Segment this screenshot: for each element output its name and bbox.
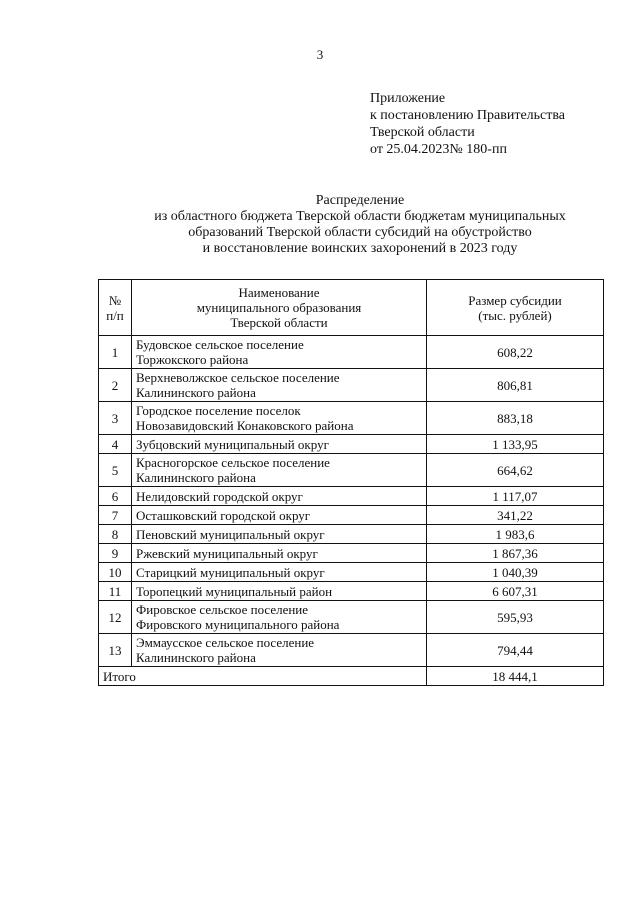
- row-number: 1: [99, 336, 132, 369]
- row-number: 6: [99, 487, 132, 506]
- appendix-line: к постановлению Правительства: [370, 108, 566, 123]
- appendix-block: [370, 90, 565, 158]
- header-num-cell: [99, 280, 132, 336]
- row-municipality: [132, 336, 427, 369]
- municipality-name-line: Калининского района: [136, 650, 256, 665]
- header-num-line: п/п: [106, 307, 124, 323]
- row-subsidy-amount: 608,22: [427, 336, 604, 369]
- appendix-line: от 25.04.2023№ 180-пп: [370, 142, 507, 157]
- row-municipality: [132, 601, 427, 634]
- heading-line: из областного бюджета Тверской области бюджетам муниципальных: [154, 209, 566, 224]
- row-municipality: [132, 544, 427, 563]
- table-row: [99, 506, 604, 525]
- header-name-line: Тверской области: [230, 315, 328, 330]
- header-amount-line: (тыс. рублей): [478, 307, 552, 323]
- row-subsidy-amount: 794,44: [427, 634, 604, 667]
- row-subsidy-amount: 6 607,31: [427, 582, 604, 601]
- row-municipality: [132, 525, 427, 544]
- row-municipality: [132, 634, 427, 667]
- total-row: [99, 667, 604, 686]
- row-subsidy-amount: 1 133,95: [427, 435, 604, 454]
- municipality-name-line: Фировское сельское поселение: [136, 602, 309, 617]
- row-number: 13: [99, 634, 132, 667]
- municipality-name-line: Калининского района: [136, 385, 256, 400]
- municipality-name-line: Верхневолжское сельское поселение: [136, 370, 340, 385]
- row-municipality: [132, 563, 427, 582]
- municipality-name-line: Ржевский муниципальный округ: [136, 545, 318, 561]
- row-subsidy-amount: 883,18: [427, 402, 604, 435]
- row-subsidy-amount: 806,81: [427, 369, 604, 402]
- row-number: 12: [99, 601, 132, 634]
- row-municipality: [132, 487, 427, 506]
- municipality-name-line: Красногорское сельское поселение: [136, 455, 330, 470]
- header-name-line: муниципального образования: [196, 300, 362, 315]
- municipality-name-line: Калининского района: [136, 470, 256, 485]
- municipality-name-line: Эммаусское сельское поселение: [136, 635, 315, 650]
- row-subsidy-amount: 1 983,6: [427, 525, 604, 544]
- municipality-name-line: Торжокского района: [136, 352, 249, 367]
- row-subsidy-amount: 341,22: [427, 506, 604, 525]
- heading-line: и восстановление воинских захоронений в 2023 году: [202, 241, 518, 256]
- table-footer: [99, 667, 604, 686]
- heading-line: образований Тверской области субсидий на обустройство: [188, 225, 532, 240]
- table-row: [99, 487, 604, 506]
- total-amount: 18 444,1: [427, 667, 604, 686]
- row-subsidy-amount: 1 040,39: [427, 563, 604, 582]
- row-number: 2: [99, 369, 132, 402]
- row-number: 8: [99, 525, 132, 544]
- row-number: 5: [99, 454, 132, 487]
- row-municipality: [132, 582, 427, 601]
- row-municipality: [132, 454, 427, 487]
- table-header: [99, 280, 604, 336]
- table-row: [99, 582, 604, 601]
- municipality-name-line: Будовское сельское поселение: [136, 337, 304, 352]
- table-row: [99, 369, 604, 402]
- header-amount-line: Размер субсидии: [468, 292, 562, 308]
- table-row: [99, 525, 604, 544]
- table-row: [99, 402, 604, 435]
- table-row: [99, 601, 604, 634]
- table-row: [99, 336, 604, 369]
- municipality-name-line: Пеновский муниципальный округ: [136, 526, 325, 542]
- row-number: 11: [99, 582, 132, 601]
- heading-line: Распределение: [315, 193, 405, 208]
- document-heading: [80, 193, 640, 257]
- header-name-cell: [132, 280, 427, 336]
- row-subsidy-amount: 664,62: [427, 454, 604, 487]
- row-subsidy-amount: 1 867,36: [427, 544, 604, 563]
- table-body: [99, 336, 604, 667]
- row-number: 9: [99, 544, 132, 563]
- row-number: 3: [99, 402, 132, 435]
- row-municipality: [132, 435, 427, 454]
- table-row: [99, 563, 604, 582]
- total-label: Итого: [99, 667, 427, 686]
- table-row: [99, 634, 604, 667]
- municipality-name-line: Торопецкий муниципальный район: [136, 583, 333, 599]
- row-number: 7: [99, 506, 132, 525]
- table-row: [99, 544, 604, 563]
- row-subsidy-amount: 1 117,07: [427, 487, 604, 506]
- municipality-name-line: Старицкий муниципальный округ: [136, 564, 325, 580]
- row-municipality: [132, 369, 427, 402]
- municipality-name-line: Осташковский городской округ: [136, 507, 311, 523]
- page-number: 3: [316, 47, 324, 62]
- table-row: [99, 435, 604, 454]
- appendix-line: Приложение: [370, 91, 446, 106]
- row-subsidy-amount: 595,93: [427, 601, 604, 634]
- table-header-row: [99, 280, 604, 336]
- municipality-name-line: Новозавидовский Конаковского района: [136, 418, 354, 433]
- table-row: [99, 454, 604, 487]
- row-municipality: [132, 506, 427, 525]
- municipality-name-line: Фировского муниципального района: [136, 617, 340, 632]
- header-amount-cell: [427, 280, 604, 336]
- municipality-name-line: Городское поселение поселок: [136, 403, 301, 418]
- subsidy-table: [98, 279, 604, 686]
- header-num-line: №: [108, 292, 122, 308]
- municipality-name-line: Нелидовский городской округ: [136, 488, 303, 504]
- row-municipality: [132, 402, 427, 435]
- municipality-name-line: Зубцовский муниципальный округ: [136, 436, 329, 452]
- row-number: 4: [99, 435, 132, 454]
- appendix-line: Тверской области: [370, 125, 475, 140]
- row-number: 10: [99, 563, 132, 582]
- header-name-line: Наименование: [238, 285, 320, 300]
